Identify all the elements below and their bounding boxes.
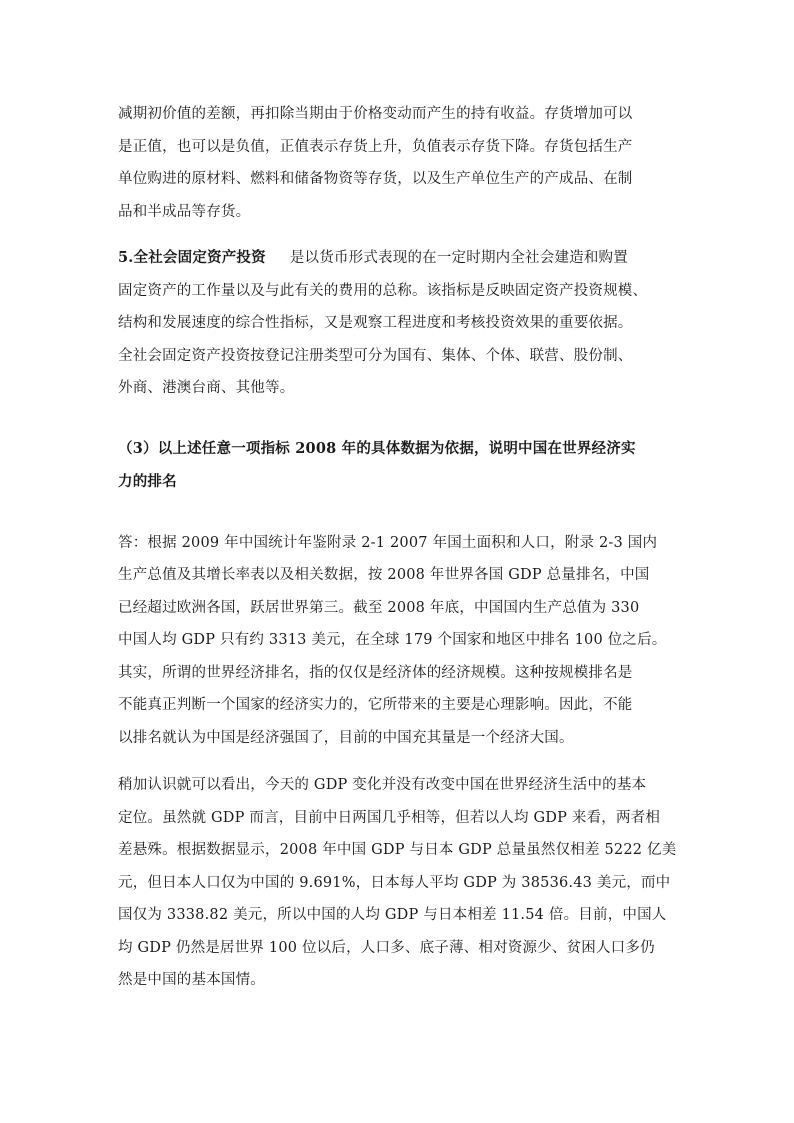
paragraph-gdp-comparison: [118, 769, 683, 997]
text-line: 然是中国的基本国情。: [118, 972, 265, 988]
text-line: 国仅为 3338.82 美元，所以中国的人均 GDP 与日本相差 11.54 倍。目前，中国人: [118, 907, 667, 923]
text-line: 其实，所谓的世界经济排名，指的仅仅是经济体的经济规模。这种按规模排名是: [118, 664, 633, 681]
text-line: 稍加认识就可以看出，今天的 GDP 变化并没有改变中国在世界经济生活中的基本: [118, 777, 647, 793]
text-line: 外商、港澳台商、其他等。: [118, 380, 295, 396]
text-line: 已经超过欧洲各国，跃居世界第三。截至 2008 年底，中国国内生产总值为 330: [118, 599, 640, 616]
document-page: [118, 98, 683, 997]
paragraph-answer: [118, 527, 683, 755]
definition-text: 是以货币形式表现的在一定时期内全社会建造和购置: [289, 250, 628, 266]
text-line: 不能真正判断一个国家的经济实力的，它所带来的主要是心理影响。因此，不能: [118, 697, 633, 713]
heading-line: 力的排名: [118, 472, 177, 490]
text-line: 全社会固定资产投资按登记注册类型可分为国有、集体、个体、联营、股份制、: [118, 347, 633, 364]
text-line: 中国人均 GDP 只有约 3313 美元，在全球 179 个国家和地区中排名 100 位之后。: [118, 632, 667, 648]
paragraph-fixed-asset-investment: [118, 242, 683, 405]
text-line: 减期初价值的差额，再扣除当期由于价格变动而产生的持有收益。存货增加可以: [118, 106, 633, 122]
text-line: [118, 242, 683, 275]
question-heading: [118, 433, 683, 498]
text-line: 是正值，也可以是负值，正值表示存货上升，负值表示存货下降。存货包括生产: [118, 138, 633, 155]
text-line: 生产总值及其增长率表以及相关数据，按 2008 年世界各国 GDP 总量排名，中国: [118, 567, 650, 583]
text-line: 固定资产的工作量以及与此有关的费用的总称。该指标是反映固定资产投资规模、: [118, 282, 648, 299]
text-line: 结构和发展速度的综合性指标，又是观察工程进度和考核投资效果的重要依据。: [118, 315, 633, 331]
text-line: 定位。虽然就 GDP 而言，目前中日两国几乎相等，但若以人均 GDP 来看，两者相: [118, 809, 661, 826]
text-line: 均 GDP 仍然是居世界 100 位以后，人口多、底子薄、相对资源少、贫困人口多仍: [118, 939, 655, 956]
term-fixed-asset-investment: 5.全社会固定资产投资: [118, 249, 266, 266]
text-line: 品和半成品等存货。: [118, 203, 251, 220]
text-line: 元，但日本人口仅为中国的 9.691%，日本每人平均 GDP 为 38536.43 美元，而中: [118, 874, 671, 891]
text-line: 单位购进的原材料、燃料和储备物资等存货，以及生产单位生产的产成品、在制: [118, 171, 633, 187]
text-line: 答：根据 2009 年中国统计年鉴附录 2-1 2007 年国土面积和人口，附录 2-3 国内: [118, 534, 658, 551]
text-line: 以排名就认为中国是经济强国了，目前的中国充其量是一个经济大国。: [118, 729, 574, 746]
heading-line: （3）以上述任意一项指标 2008 年的具体数据为依据，说明中国在世界经济实: [118, 440, 636, 457]
paragraph-inventory: [118, 98, 683, 228]
text-line: 差悬殊。根据数据显示，2008 年中国 GDP 与日本 GDP 总量虽然仅相差 5222 亿美: [118, 842, 677, 858]
